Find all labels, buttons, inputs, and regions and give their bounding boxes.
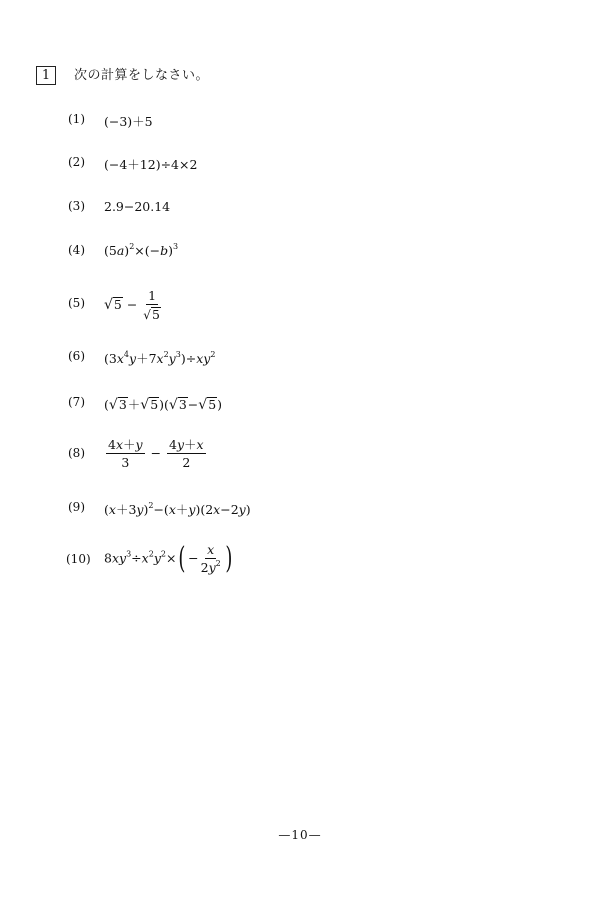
problem-4-expression: $(5a)^2\times(-b)^3$ (104, 242, 179, 258)
problem-9-label: (9) (68, 500, 85, 514)
problem-4-label: (4) (68, 243, 85, 257)
problem-8-label: (8) (68, 446, 85, 460)
problem-6-expression: $(3x^4y+7x^2y^3)\div xy^2$ (104, 350, 216, 366)
problem-5-expression: √5 − $\frac{1}{√5}$ (104, 288, 160, 322)
problem-5-label: (5) (68, 296, 85, 310)
problem-7-label: (7) (68, 395, 85, 409)
problem-8-expression: $\frac{4x+y}{3}$ − $\frac{4y+x}{2}$ (108, 437, 204, 470)
question-number-box: 1 (36, 66, 56, 85)
problem-3-expression: 2.9−20.14 (104, 199, 171, 214)
problem-7-expression: (√3＋√5)(√3−√5) (104, 397, 223, 413)
problem-3-label: (3) (68, 199, 85, 213)
problem-10-label: (10) (66, 552, 91, 566)
problem-2-label: (2) (68, 155, 85, 169)
page-number: —10— (278, 828, 322, 842)
problem-1-label: (1) (68, 112, 85, 126)
problem-1-expression: (−3)＋5 (104, 114, 153, 129)
problem-6-label: (6) (68, 349, 85, 363)
instruction-text: 次の計算をしなさい。 (74, 68, 210, 83)
problem-10-expression: $8xy^3\div x^2y^2\times$( − $\frac{x}{2y^2}$ ) (104, 541, 233, 576)
problem-2-expression: (−4＋12)÷4×2 (104, 157, 198, 172)
problem-9-expression: $(x+3y)^2-(x+y)(2x-2y)$ (104, 501, 251, 517)
